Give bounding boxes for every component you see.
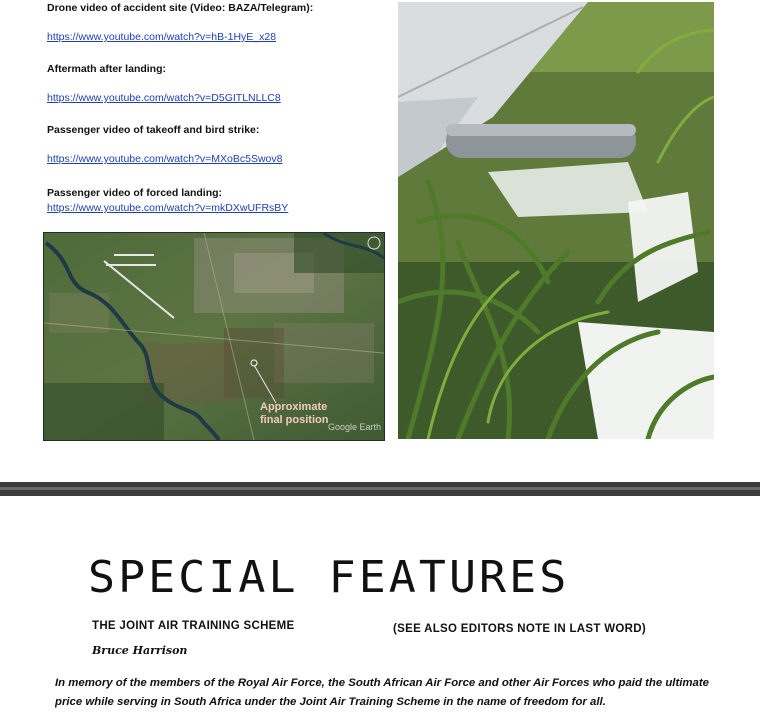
video-link[interactable]: https://www.youtube.com/watch?v=D5GITLNLLC8 <box>47 92 281 104</box>
satellite-map-image <box>44 233 384 440</box>
map-watermark: Google Earth <box>328 422 382 432</box>
satellite-map <box>43 232 385 441</box>
link-block-aftermath <box>47 63 377 104</box>
article-title: THE JOINT AIR TRAINING SCHEME <box>92 620 295 632</box>
video-link[interactable]: https://www.youtube.com/watch?v=MXoBc5Swov8 <box>47 153 283 165</box>
link-title: Passenger video of forced landing: <box>47 187 223 199</box>
link-block-drone <box>47 2 377 43</box>
memoriam-text: In memory of the members of the Royal Air Force, the South African Air Force and other Air Forces who paid the ultimate price while serving in South Africa under the Joint Air Training Scheme in the name of freedom for all. <box>55 677 710 708</box>
video-link[interactable]: https://www.youtube.com/watch?v=hB-1HyE_x28 <box>47 31 277 43</box>
author-name: Bruce Harrison <box>92 644 188 657</box>
map-annotation-line2: final position <box>260 414 329 426</box>
map-annotation-line1: Approximate <box>260 401 328 413</box>
bottom-page <box>0 496 760 727</box>
wing-in-cornfield-photo <box>398 2 714 439</box>
link-title: Aftermath after landing: <box>47 63 167 75</box>
link-title: Drone video of accident site (Video: BAZA/Telegram): <box>47 2 314 14</box>
section-headline: SPECIAL FEATURES <box>88 552 570 603</box>
editor-note: (SEE ALSO EDITORS NOTE IN LAST WORD) <box>393 623 646 635</box>
link-title: Passenger video of takeoff and bird strike: <box>47 124 260 136</box>
wing-photo-image <box>398 2 714 439</box>
link-block-takeoff <box>47 124 377 165</box>
video-link[interactable]: https://www.youtube.com/watch?v=mkDXwUFRsBY <box>47 202 289 214</box>
link-block-landing <box>47 187 377 214</box>
page-divider <box>0 482 760 496</box>
